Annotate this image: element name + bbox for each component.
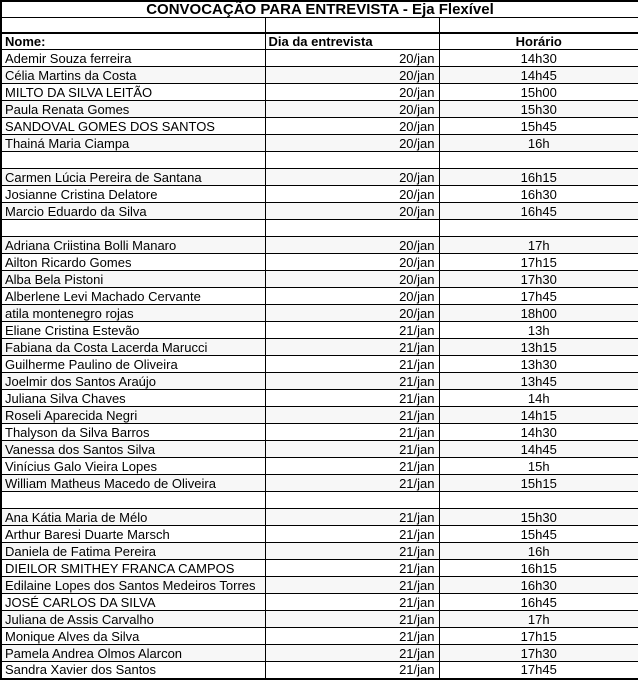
name-cell: Monique Alves da Silva <box>1 628 265 645</box>
time-cell: 16h15 <box>439 169 638 186</box>
time-cell: 13h <box>439 322 638 339</box>
name-cell: Marcio Eduardo da Silva <box>1 203 265 220</box>
name-cell: Pamela Andrea Olmos Alarcon <box>1 645 265 662</box>
table-row <box>1 441 638 458</box>
name-cell: Edilaine Lopes dos Santos Medeiros Torres <box>1 577 265 594</box>
time-cell: 16h15 <box>439 560 638 577</box>
table-row <box>1 577 638 594</box>
name-cell: Arthur Baresi Duarte Marsch <box>1 526 265 543</box>
page-title: CONVOCAÇÃO PARA ENTREVISTA - Eja Flexível <box>1 1 638 18</box>
name-cell: Paula Renata Gomes <box>1 101 265 118</box>
spacer-row <box>1 492 638 509</box>
table-row <box>1 594 638 611</box>
table-row <box>1 339 638 356</box>
day-cell: 21/jan <box>265 662 439 679</box>
time-cell: 14h <box>439 390 638 407</box>
table-row <box>1 356 638 373</box>
blank-row <box>1 18 638 33</box>
table-row <box>1 543 638 560</box>
day-cell: 21/jan <box>265 611 439 628</box>
table-row <box>1 118 638 135</box>
name-cell: Alba Bela Pistoni <box>1 271 265 288</box>
table-row <box>1 84 638 101</box>
time-cell: 13h15 <box>439 339 638 356</box>
time-cell <box>439 152 638 169</box>
day-cell: 21/jan <box>265 577 439 594</box>
day-cell: 20/jan <box>265 288 439 305</box>
time-cell: 14h15 <box>439 407 638 424</box>
name-cell: Vanessa dos Santos Silva <box>1 441 265 458</box>
day-cell: 21/jan <box>265 356 439 373</box>
table-row <box>1 271 638 288</box>
time-cell: 17h30 <box>439 645 638 662</box>
time-cell: 14h30 <box>439 50 638 67</box>
table-body <box>1 50 638 679</box>
table-row <box>1 526 638 543</box>
blank-cell <box>439 18 638 33</box>
day-cell: 20/jan <box>265 101 439 118</box>
time-cell: 15h45 <box>439 118 638 135</box>
table-row <box>1 135 638 152</box>
name-cell: Alberlene Levi Machado Cervante <box>1 288 265 305</box>
time-cell: 15h45 <box>439 526 638 543</box>
name-cell: MILTO DA SILVA LEITÃO <box>1 84 265 101</box>
name-cell: Carmen Lúcia Pereira de Santana <box>1 169 265 186</box>
table-row <box>1 203 638 220</box>
name-cell: Juliana Silva Chaves <box>1 390 265 407</box>
table-row <box>1 611 638 628</box>
name-cell: Guilherme Paulino de Oliveira <box>1 356 265 373</box>
table-row <box>1 475 638 492</box>
day-cell: 21/jan <box>265 594 439 611</box>
name-cell: William Matheus Macedo de Oliveira <box>1 475 265 492</box>
header-row <box>1 33 638 50</box>
spacer-row <box>1 220 638 237</box>
table-row <box>1 560 638 577</box>
name-cell: Célia Martins da Costa <box>1 67 265 84</box>
time-cell: 16h45 <box>439 203 638 220</box>
column-header-horario: Horário <box>439 33 638 50</box>
table-row <box>1 628 638 645</box>
column-header-nome: Nome: <box>1 33 265 50</box>
name-cell: DIEILOR SMITHEY FRANCA CAMPOS <box>1 560 265 577</box>
day-cell: 20/jan <box>265 67 439 84</box>
name-cell: Vinícius Galo Vieira Lopes <box>1 458 265 475</box>
time-cell: 16h30 <box>439 186 638 203</box>
table-row <box>1 186 638 203</box>
day-cell: 21/jan <box>265 390 439 407</box>
day-cell: 21/jan <box>265 628 439 645</box>
name-cell: Thalyson da Silva Barros <box>1 424 265 441</box>
blank-cell <box>1 18 265 33</box>
name-cell: Thainá Maria Ciampa <box>1 135 265 152</box>
name-cell <box>1 492 265 509</box>
time-cell: 14h30 <box>439 424 638 441</box>
day-cell: 20/jan <box>265 305 439 322</box>
name-cell: Ana Kátia Maria de Mélo <box>1 509 265 526</box>
time-cell: 16h <box>439 543 638 560</box>
time-cell: 17h45 <box>439 288 638 305</box>
time-cell: 17h30 <box>439 271 638 288</box>
name-cell: Ailton Ricardo Gomes <box>1 254 265 271</box>
day-cell: 20/jan <box>265 169 439 186</box>
table-row <box>1 254 638 271</box>
day-cell: 20/jan <box>265 135 439 152</box>
day-cell: 21/jan <box>265 526 439 543</box>
day-cell <box>265 220 439 237</box>
day-cell: 20/jan <box>265 118 439 135</box>
name-cell: atila montenegro rojas <box>1 305 265 322</box>
name-cell: Ademir Souza ferreira <box>1 50 265 67</box>
name-cell: Eliane Cristina Estevão <box>1 322 265 339</box>
time-cell: 17h <box>439 611 638 628</box>
time-cell: 13h30 <box>439 356 638 373</box>
table-row <box>1 645 638 662</box>
table-row <box>1 237 638 254</box>
time-cell <box>439 220 638 237</box>
time-cell <box>439 492 638 509</box>
time-cell: 15h <box>439 458 638 475</box>
day-cell: 20/jan <box>265 203 439 220</box>
day-cell <box>265 152 439 169</box>
table-row <box>1 662 638 679</box>
day-cell: 20/jan <box>265 254 439 271</box>
day-cell: 21/jan <box>265 407 439 424</box>
table-row <box>1 373 638 390</box>
table-row <box>1 424 638 441</box>
time-cell: 15h30 <box>439 101 638 118</box>
name-cell: Josianne Cristina Delatore <box>1 186 265 203</box>
time-cell: 13h45 <box>439 373 638 390</box>
day-cell: 20/jan <box>265 237 439 254</box>
day-cell: 21/jan <box>265 424 439 441</box>
table-row <box>1 458 638 475</box>
table-row <box>1 322 638 339</box>
table-row <box>1 390 638 407</box>
time-cell: 16h30 <box>439 577 638 594</box>
title-row <box>1 1 638 18</box>
day-cell: 21/jan <box>265 543 439 560</box>
name-cell: Fabiana da Costa Lacerda Marucci <box>1 339 265 356</box>
time-cell: 15h15 <box>439 475 638 492</box>
column-header-dia: Dia da entrevista <box>265 33 439 50</box>
time-cell: 15h00 <box>439 84 638 101</box>
name-cell <box>1 152 265 169</box>
table-row <box>1 50 638 67</box>
day-cell <box>265 492 439 509</box>
time-cell: 17h15 <box>439 628 638 645</box>
name-cell: Daniela de Fatima Pereira <box>1 543 265 560</box>
day-cell: 20/jan <box>265 50 439 67</box>
day-cell: 20/jan <box>265 271 439 288</box>
day-cell: 21/jan <box>265 509 439 526</box>
day-cell: 20/jan <box>265 186 439 203</box>
day-cell: 21/jan <box>265 373 439 390</box>
time-cell: 16h <box>439 135 638 152</box>
day-cell: 21/jan <box>265 475 439 492</box>
spacer-row <box>1 152 638 169</box>
name-cell: Sandra Xavier dos Santos <box>1 662 265 679</box>
day-cell: 21/jan <box>265 645 439 662</box>
table-row <box>1 509 638 526</box>
table-row <box>1 67 638 84</box>
name-cell: Joelmir dos Santos Araújo <box>1 373 265 390</box>
time-cell: 17h <box>439 237 638 254</box>
day-cell: 21/jan <box>265 441 439 458</box>
time-cell: 14h45 <box>439 441 638 458</box>
table-row <box>1 288 638 305</box>
name-cell <box>1 220 265 237</box>
time-cell: 17h15 <box>439 254 638 271</box>
table-row <box>1 101 638 118</box>
day-cell: 21/jan <box>265 560 439 577</box>
time-cell: 17h45 <box>439 662 638 679</box>
name-cell: JOSÉ CARLOS DA SILVA <box>1 594 265 611</box>
day-cell: 20/jan <box>265 84 439 101</box>
time-cell: 15h30 <box>439 509 638 526</box>
name-cell: Juliana de Assis Carvalho <box>1 611 265 628</box>
day-cell: 21/jan <box>265 339 439 356</box>
table-row <box>1 169 638 186</box>
table-row <box>1 305 638 322</box>
name-cell: Roseli Aparecida Negri <box>1 407 265 424</box>
blank-cell <box>265 18 439 33</box>
time-cell: 14h45 <box>439 67 638 84</box>
day-cell: 21/jan <box>265 458 439 475</box>
name-cell: Adriana Criistina Bolli Manaro <box>1 237 265 254</box>
name-cell: SANDOVAL GOMES DOS SANTOS <box>1 118 265 135</box>
table-row <box>1 407 638 424</box>
time-cell: 16h45 <box>439 594 638 611</box>
day-cell: 21/jan <box>265 322 439 339</box>
time-cell: 18h00 <box>439 305 638 322</box>
